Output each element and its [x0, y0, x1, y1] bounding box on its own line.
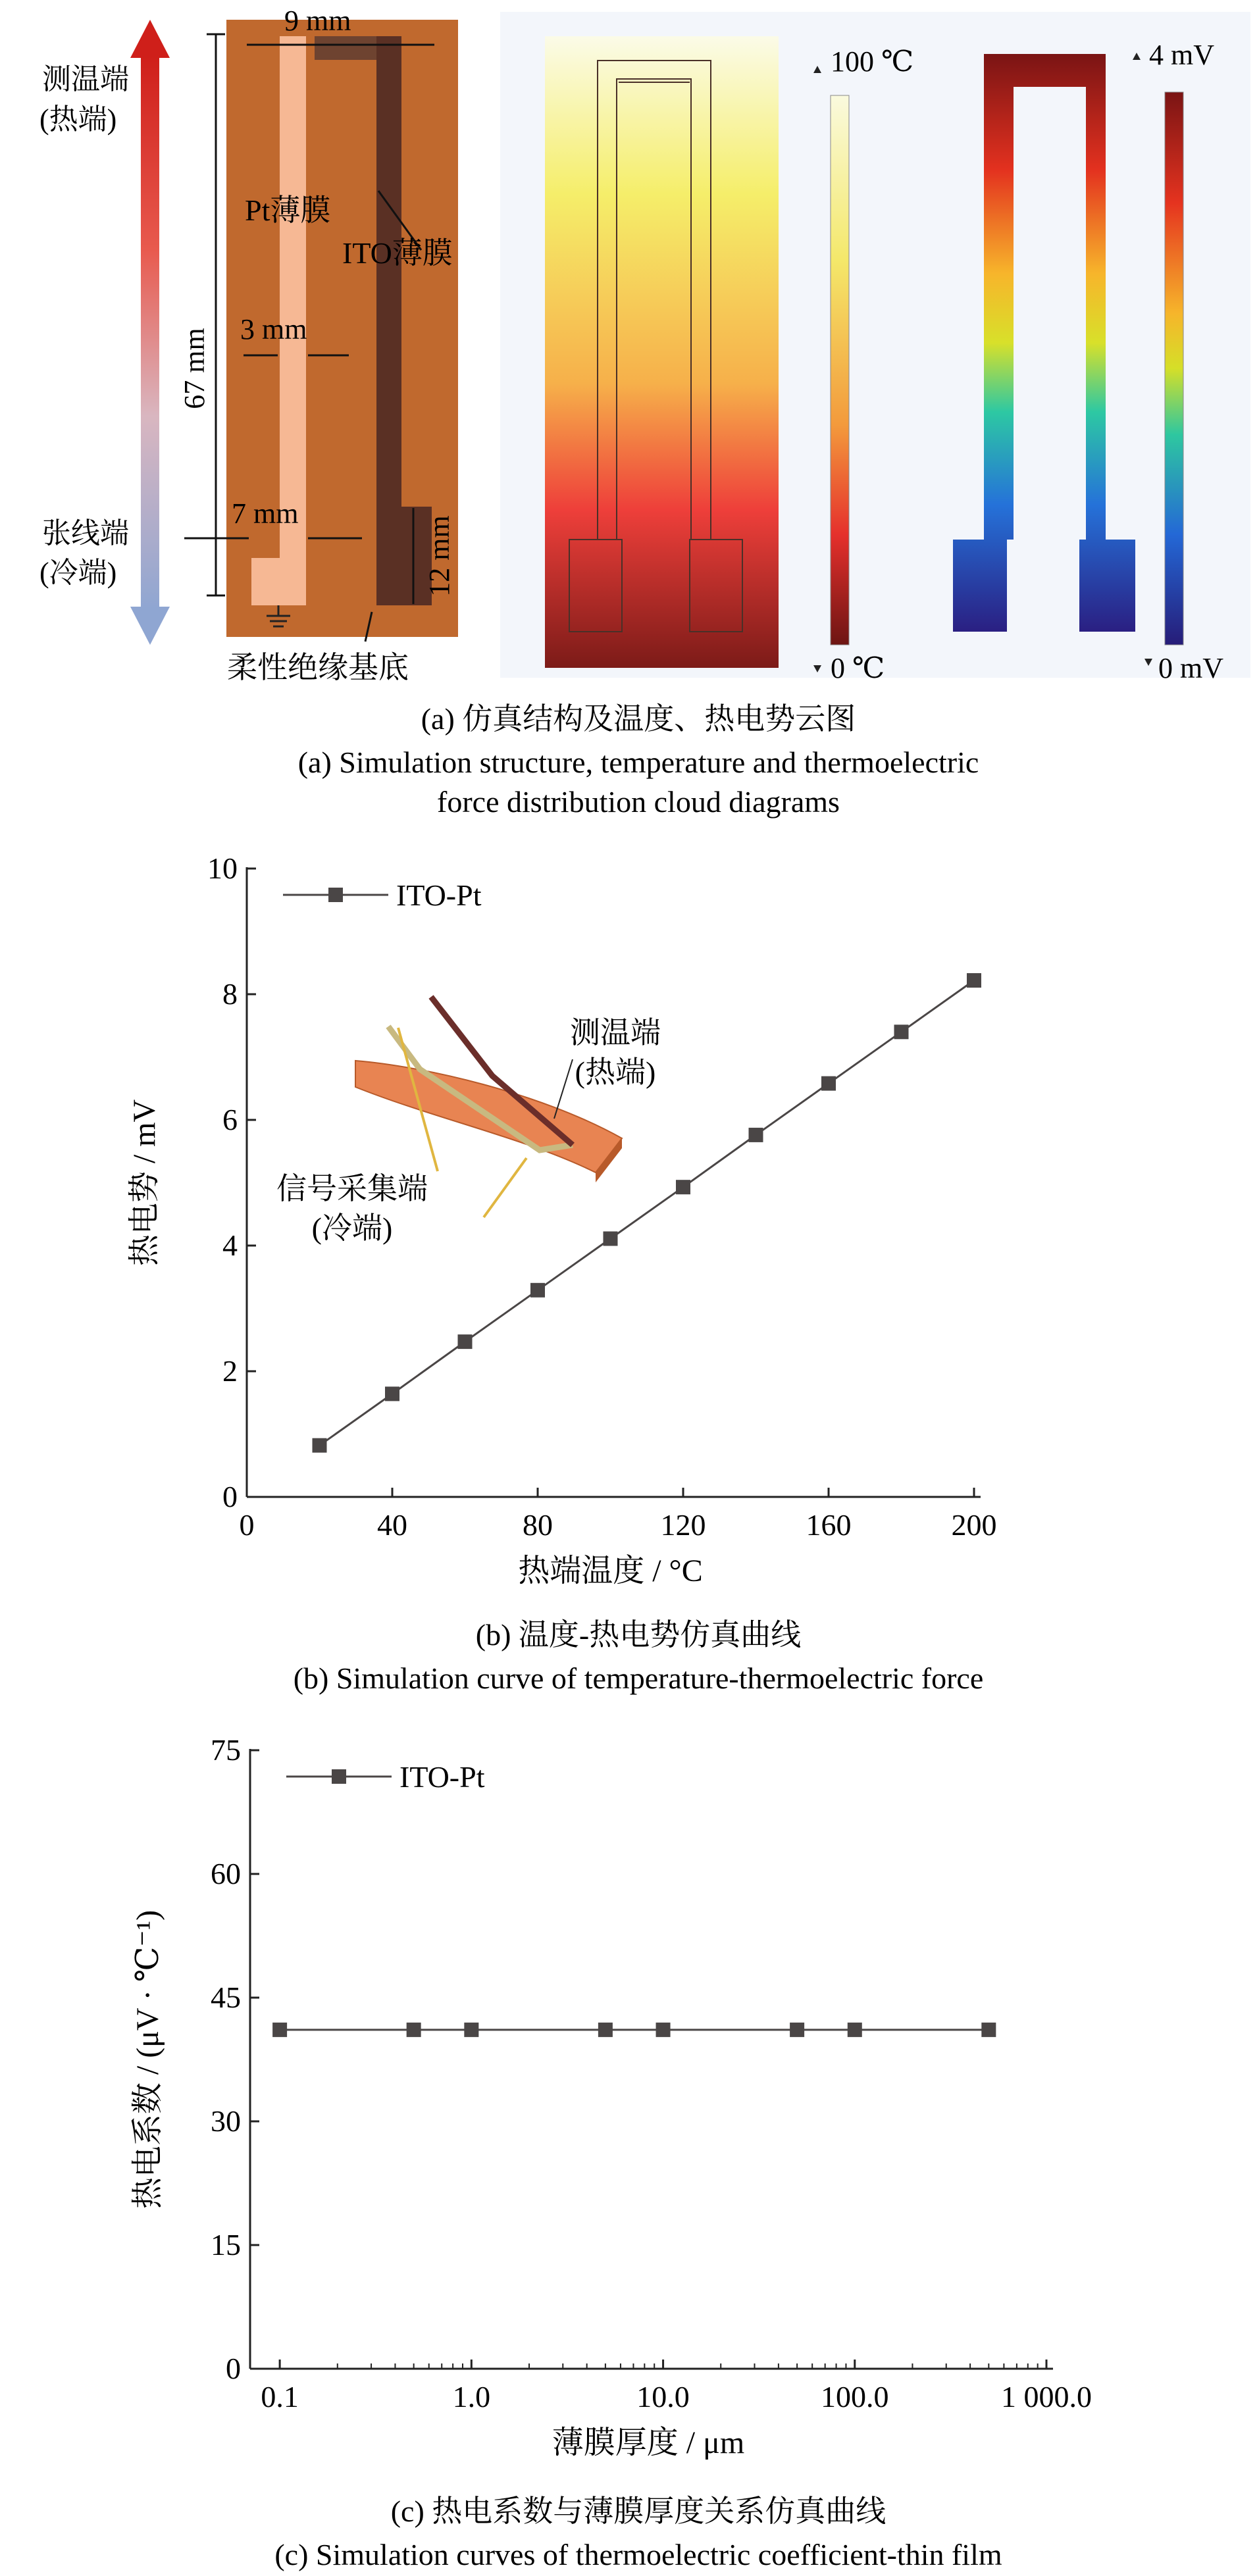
y-tick-label: 15 [211, 2228, 241, 2261]
y-axis-label: 热电系数 / (μV · ℃⁻¹) [130, 1909, 165, 2210]
inset-cold-end-leader-2 [484, 1158, 527, 1217]
dim-pad-width: 7 mm [232, 497, 299, 530]
y-axis-label: 热电势 / mV [127, 1099, 162, 1267]
data-point [981, 2023, 996, 2037]
y-tick-label: 60 [211, 1857, 241, 1890]
hot-cold-gradient-arrow [130, 20, 170, 645]
pt-film-label: Pt薄膜 [245, 193, 331, 227]
data-point [313, 1438, 327, 1453]
inset-cold-end-label-1: 信号采集端 [276, 1172, 428, 1205]
y-tick-label: 0 [222, 1480, 238, 1513]
data-point [604, 1231, 618, 1246]
legend-label: ITO-Pt [399, 1760, 485, 1794]
emf-scale-max: 4 mV [1149, 39, 1214, 71]
temp-scale-min: 0 ℃ [831, 652, 885, 684]
dim-length: 67 mm [178, 328, 211, 409]
data-point [967, 973, 981, 988]
panel-a-caption-en-2: force distribution cloud diagrams [437, 785, 840, 819]
x-axis-label: 薄膜厚度 / μm [552, 2425, 745, 2460]
emf-color-bar [1165, 92, 1183, 645]
data-point [464, 2023, 478, 2037]
data-point [656, 2023, 671, 2037]
data-point [848, 2023, 862, 2037]
arrow-down-head [130, 607, 170, 645]
y-tick-label: 0 [226, 2352, 241, 2385]
emf-cloud-diagram [953, 39, 1223, 684]
y-tick-label: 8 [222, 977, 238, 1011]
panel-b-caption-cn: (b) 温度-热电势仿真曲线 [475, 1618, 802, 1652]
series-line-ITO-Pt [320, 980, 975, 1446]
x-tick-label: 40 [377, 1508, 407, 1542]
chart-coefficient-thickness [130, 1733, 1092, 2460]
data-point [821, 1076, 836, 1091]
arrow-up-head [130, 20, 170, 58]
legend-label: ITO-Pt [396, 878, 482, 912]
temperature-field [545, 36, 779, 668]
y-tick-label: 75 [211, 1733, 241, 1767]
hot-end-label-1: 测温端 [42, 63, 129, 95]
x-tick-label: 1 000.0 [1001, 2380, 1092, 2413]
x-tick-label: 0.1 [261, 2380, 299, 2413]
legend-marker [328, 888, 343, 902]
ito-film-label: ITO薄膜 [342, 236, 453, 270]
panel-a-caption-en-1: (a) Simulation structure, temperature and thermoelectric [297, 745, 979, 779]
y-tick-label: 2 [222, 1354, 238, 1388]
y-tick-label: 6 [222, 1103, 238, 1136]
inset-cold-end-label-2: (冷端) [311, 1211, 393, 1245]
x-tick-label: 0 [239, 1508, 255, 1542]
substrate-label: 柔性绝缘基底 [227, 651, 409, 684]
x-tick-label: 120 [660, 1508, 706, 1542]
temperature-cloud-diagram [500, 12, 1250, 684]
x-tick-label: 10.0 [636, 2380, 690, 2413]
temp-scale-max: 100 ℃ [831, 45, 914, 78]
data-point [749, 1128, 763, 1142]
x-axis-label: 热端温度 / °C [518, 1553, 703, 1588]
x-tick-label: 100.0 [821, 2380, 889, 2413]
data-point [676, 1180, 690, 1194]
panel-c-caption-cn: (c) 热电系数与薄膜厚度关系仿真曲线 [390, 2494, 886, 2528]
panel-b [127, 851, 997, 1695]
panel-a-caption-cn: (a) 仿真结构及温度、热电势云图 [421, 702, 856, 736]
data-point [458, 1334, 473, 1349]
y-tick-label: 10 [207, 851, 238, 885]
data-point [790, 2023, 804, 2037]
y-tick-label: 30 [211, 2104, 241, 2138]
x-tick-label: 80 [523, 1508, 553, 1542]
inset-hot-end-leader [554, 1059, 573, 1119]
x-tick-label: 200 [951, 1508, 997, 1542]
data-point [272, 2023, 287, 2037]
inset-hot-end-label-1: 测温端 [570, 1016, 661, 1049]
temperature-color-bar [831, 95, 849, 645]
cold-end-label-1: 张线端 [42, 517, 129, 549]
dim-pad-height: 12 mm [423, 515, 455, 597]
arrow-shaft [141, 57, 159, 609]
y-tick-label: 4 [222, 1228, 238, 1262]
cold-end-label-2: (冷端) [39, 557, 117, 589]
data-point [894, 1024, 909, 1039]
hot-end-label-2: (热端) [39, 103, 117, 136]
x-tick-label: 160 [806, 1508, 852, 1542]
x-tick-label: 1.0 [452, 2380, 491, 2413]
emf-scale-min: 0 mV [1158, 652, 1223, 684]
y-tick-label: 45 [211, 1981, 241, 2014]
data-point [530, 1283, 545, 1298]
data-point [385, 1386, 399, 1401]
panel-c [130, 1733, 1092, 2571]
pt-film-pad [251, 558, 306, 605]
data-point [407, 2023, 421, 2037]
legend-marker [332, 1769, 346, 1784]
inset-hot-end-label-2: (热端) [575, 1055, 656, 1089]
panel-a [39, 5, 1250, 819]
dim-strip-width: 3 mm [240, 313, 307, 345]
panel-b-caption-en: (b) Simulation curve of temperature-thermoelectric force [293, 1661, 984, 1695]
dim-width-top: 9 mm [284, 5, 351, 37]
data-point [598, 2023, 613, 2037]
chart-temperature-emf [127, 851, 997, 1588]
panel-c-caption-en: (c) Simulation curves of thermoelectric coefficient-thin film [274, 2538, 1002, 2571]
